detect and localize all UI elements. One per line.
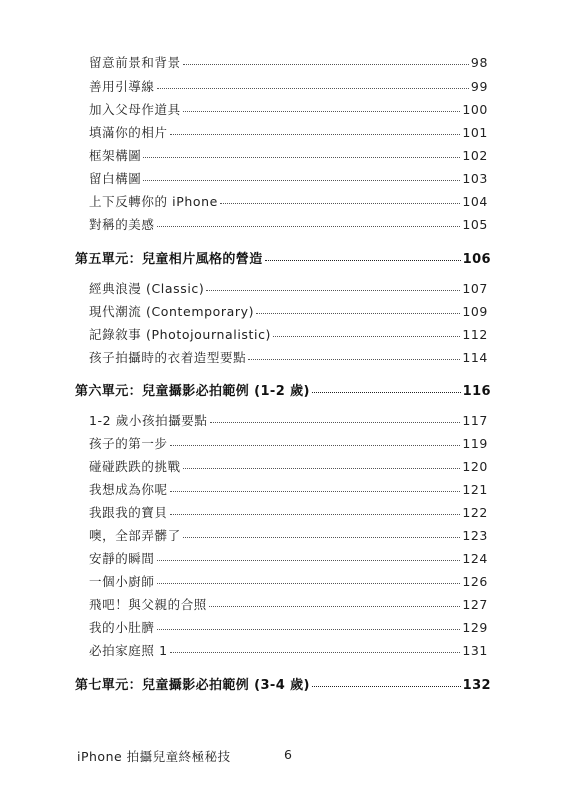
page-number: 109	[462, 304, 488, 319]
entry-title: 經典浪漫 (Classic)	[89, 281, 205, 296]
entry-title: 安靜的瞬間	[89, 551, 155, 566]
dot-leader	[206, 289, 460, 291]
toc-entry-row	[0, 526, 564, 546]
chapter-title: 第六單元：兒童攝影必拍範例 (1-2 歲)	[75, 384, 310, 399]
dot-leader	[220, 202, 460, 204]
toc-entry-row	[0, 169, 564, 189]
page-number: 114	[462, 350, 488, 365]
page-number: 112	[462, 327, 488, 342]
page-number: 126	[462, 574, 488, 589]
page-number: 132	[462, 678, 491, 693]
toc-entry	[89, 215, 488, 233]
toc-entry-row	[0, 503, 564, 523]
dot-leader	[157, 559, 461, 561]
entry-title: 碰碰跌跌的挑戰	[89, 459, 181, 474]
entry-title: 我想成為你呢	[89, 482, 168, 497]
toc-entry-row	[0, 302, 564, 322]
toc-chapter-row	[0, 380, 564, 400]
page-number: 105	[462, 217, 488, 232]
dot-leader	[157, 87, 469, 89]
toc-entry-row	[0, 595, 564, 615]
dot-leader	[170, 651, 461, 653]
page-number: 116	[462, 384, 491, 399]
toc-entry-row	[0, 348, 564, 368]
page-number: 98	[470, 55, 488, 70]
entry-title: 留意前景和背景	[89, 55, 181, 70]
toc-entry-row	[0, 279, 564, 299]
toc-entry	[89, 192, 488, 210]
dot-leader	[143, 179, 460, 181]
toc-entry	[89, 526, 488, 544]
toc-entry	[89, 572, 488, 590]
toc-entry	[89, 169, 488, 187]
toc-entry-row	[0, 53, 564, 73]
toc-entry	[89, 503, 488, 521]
toc-entry	[89, 434, 488, 452]
page-number: 102	[462, 148, 488, 163]
dot-leader	[183, 536, 461, 538]
toc-entry	[89, 618, 488, 636]
toc-entry	[75, 380, 491, 399]
entry-title: 框架構圖	[89, 148, 142, 163]
toc-entry-row	[0, 618, 564, 638]
page-number: 129	[462, 620, 488, 635]
dot-leader	[183, 63, 469, 65]
entry-title: 我跟我的寶貝	[89, 505, 168, 520]
page-number: 122	[462, 505, 488, 520]
page-number: 104	[462, 194, 488, 209]
footer-page-number: 6	[284, 747, 293, 762]
toc-entry-row	[0, 572, 564, 592]
toc-entry	[89, 279, 488, 297]
toc-entry-row	[0, 434, 564, 454]
chapter-title: 第五單元：兒童相片風格的營造	[75, 252, 263, 267]
toc-entry	[89, 302, 488, 320]
page-number: 127	[462, 597, 488, 612]
toc-entry-row	[0, 215, 564, 235]
toc-entry-row	[0, 192, 564, 212]
toc-entry-row	[0, 123, 564, 143]
dot-leader	[170, 133, 461, 135]
page-number: 107	[462, 281, 488, 296]
dot-leader	[312, 685, 461, 687]
entry-title: 孩子拍攝時的衣着造型要點	[89, 350, 247, 365]
chapter-title: 第七單元：兒童攝影必拍範例 (3-4 歲)	[75, 678, 310, 693]
dot-leader	[248, 358, 460, 360]
dot-leader	[157, 628, 461, 630]
footer-book-title: iPhone 拍攝兒童終極秘技	[77, 749, 231, 764]
dot-leader	[209, 605, 460, 607]
toc-entry-row	[0, 411, 564, 431]
toc-entry	[89, 457, 488, 475]
page-number: 99	[470, 79, 488, 94]
dot-leader	[183, 110, 461, 112]
toc-entry-row	[0, 549, 564, 569]
page-number: 103	[462, 171, 488, 186]
toc-entry-row	[0, 641, 564, 661]
page-number: 106	[462, 252, 491, 267]
dot-leader	[170, 513, 461, 515]
page-footer	[77, 747, 293, 765]
dot-leader	[273, 335, 460, 337]
toc-chapter-row	[0, 674, 564, 694]
page-number: 119	[462, 436, 488, 451]
page-number: 101	[462, 125, 488, 140]
entry-title: 上下反轉你的 iPhone	[89, 194, 218, 209]
entry-title: 孩子的第一步	[89, 436, 168, 451]
toc-entry	[89, 641, 488, 659]
toc-entry-row	[0, 77, 564, 97]
toc-entry-row	[0, 457, 564, 477]
toc-entry	[89, 100, 488, 118]
dot-leader	[312, 391, 461, 393]
dot-leader	[210, 421, 461, 423]
page-number: 131	[462, 643, 488, 658]
entry-title: 噢，全部弄髒了	[89, 528, 181, 543]
page-number: 100	[462, 102, 488, 117]
entry-title: 對稱的美感	[89, 217, 155, 232]
dot-leader	[170, 490, 461, 492]
dot-leader	[256, 312, 460, 314]
dot-leader	[157, 225, 461, 227]
toc-entry	[89, 480, 488, 498]
entry-title: 一個小廚師	[89, 574, 155, 589]
toc-entry	[89, 123, 488, 141]
entry-title: 現代潮流 (Contemporary)	[89, 304, 255, 319]
page-number: 124	[462, 551, 488, 566]
toc-chapter-row	[0, 248, 564, 268]
dot-leader	[265, 259, 461, 261]
dot-leader	[170, 444, 461, 446]
entry-title: 1-2 歲小孩拍攝要點	[89, 413, 208, 428]
toc-entry	[89, 549, 488, 567]
entry-title: 必拍家庭照 1	[89, 643, 168, 658]
dot-leader	[183, 467, 461, 469]
toc-entry	[75, 248, 491, 267]
page-number: 117	[462, 413, 488, 428]
toc-entry	[89, 348, 488, 366]
toc-entry-row	[0, 325, 564, 345]
entry-title: 加入父母作道具	[89, 102, 181, 117]
page-number: 121	[462, 482, 488, 497]
toc-entry-row	[0, 480, 564, 500]
entry-title: 記錄敘事 (Photojournalistic)	[89, 327, 272, 342]
toc-entry	[89, 595, 488, 613]
toc-entry	[89, 53, 488, 71]
toc-entry	[89, 411, 488, 429]
entry-title: 留白構圖	[89, 171, 142, 186]
toc-entry-row	[0, 146, 564, 166]
toc-entry	[89, 325, 488, 343]
toc-entry	[89, 77, 488, 95]
page-number: 120	[462, 459, 488, 474]
toc-entry	[75, 674, 491, 693]
page-number: 123	[462, 528, 488, 543]
entry-title: 善用引導線	[89, 79, 155, 94]
entry-title: 我的小肚臍	[89, 620, 155, 635]
dot-leader	[143, 156, 460, 158]
entry-title: 填滿你的相片	[89, 125, 168, 140]
toc-entry-row	[0, 100, 564, 120]
dot-leader	[157, 582, 461, 584]
entry-title: 飛吧！與父親的合照	[89, 597, 207, 612]
toc-entry	[89, 146, 488, 164]
